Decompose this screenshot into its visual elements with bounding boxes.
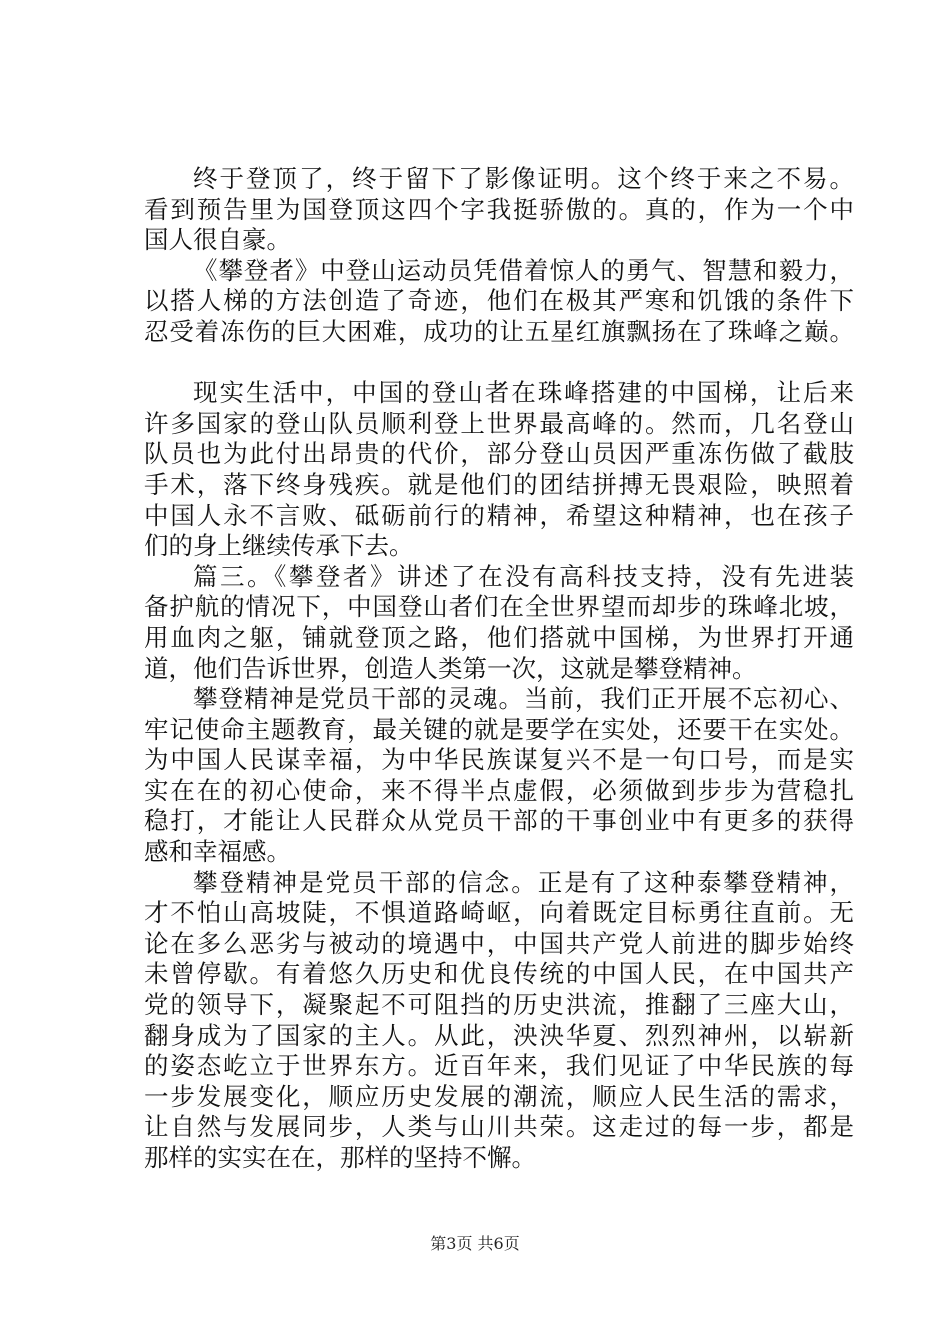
text-line: 队员也为此付出昂贵的代价，部分登山员因严重冻伤做了截肢 [144, 439, 854, 469]
text-line: 终于登顶了，终于留下了影像证明。这个终于来之不易。 [193, 164, 854, 193]
text-line: 攀登精神是党员干部的灵魂。当前，我们正开展不忘初心、 [193, 684, 854, 714]
text-line: 攀登精神是党员干部的信念。正是有了这种泰攀登精神， [193, 867, 854, 897]
text-line: 道，他们告诉世界，创造人类第一次，这就是攀登精神。 [144, 653, 757, 683]
text-line: 的姿态屹立于世界东方。近百年来，我们见证了中华民族的每 [144, 1051, 854, 1081]
text-line: 牢记使命主题教育，最关键的就是要学在实处，还要干在实处。 [144, 714, 854, 744]
text-line: 备护航的情况下，中国登山者们在全世界望而却步的珠峰北坡， [144, 592, 854, 622]
text-line: 一步发展变化，顺应历史发展的潮流，顺应人民生活的需求， [144, 1081, 854, 1111]
text-line: 国人很自豪。 [144, 225, 291, 255]
text-line: 为中国人民谋幸福，为中华民族谋复兴不是一句口号，而是实 [144, 745, 854, 775]
paragraph [144, 164, 854, 256]
text-line: 党的领导下，凝聚起不可阻挡的历史洪流，推翻了三座大山， [144, 990, 854, 1020]
text-line: 《攀登者》中登山运动员凭借着惊人的勇气、智慧和毅力， [193, 255, 854, 285]
paragraph [144, 562, 854, 684]
text-line: 忍受着冻伤的巨大困难，成功的让五星红旗飘扬在了珠峰之巅。 [144, 316, 854, 346]
text-line: 用血肉之躯，铺就登顶之路，他们搭就中国梯，为世界打开通 [144, 622, 854, 652]
text-line: 篇三。《攀登者》讲述了在没有高科技支持，没有先进装 [193, 561, 854, 591]
paragraph [144, 256, 854, 348]
text-line: 手术，落下终身残疾。就是他们的团结拼搏无畏艰险，映照着 [144, 469, 854, 499]
text-line: 翻身成为了国家的主人。从此，泱泱华夏、烈烈神州，以崭新 [144, 1020, 854, 1050]
text-line: 感和幸福感。 [144, 837, 291, 867]
text-line: 们的身上继续传承下去。 [144, 531, 414, 561]
text-line: 实在在的初心使命，来不得半点虚假，必须做到步步为营稳扎 [144, 775, 854, 805]
text-line: 让自然与发展同步，人类与山川共荣。这走过的每一步，都是 [144, 1112, 854, 1142]
text-line: 中国人永不言败、砥砺前行的精神，希望这种精神，也在孩子 [144, 500, 854, 530]
text-line: 看到预告里为国登顶这四个字我挺骄傲的。真的，作为一个中 [144, 194, 854, 224]
text-line: 以搭人梯的方法创造了奇迹，他们在极其严寒和饥饿的条件下 [144, 286, 854, 316]
text-line: 稳打，才能让人民群众从党员干部的干事创业中有更多的获得 [144, 806, 854, 836]
paragraph [144, 868, 854, 1174]
paragraph [144, 684, 854, 868]
text-line: 论在多么恶劣与被动的境遇中，中国共产党人前进的脚步始终 [144, 928, 854, 958]
text-line: 才不怕山高坡陡，不惧道路崎岖，向着既定目标勇往直前。无 [144, 898, 854, 928]
text-line: 许多国家的登山队员顺利登上世界最高峰的。然而，几名登山 [144, 408, 854, 438]
body-text [144, 164, 854, 1174]
paragraph [144, 378, 854, 562]
text-line: 现实生活中，中国的登山者在珠峰搭建的中国梯，让后来 [193, 378, 854, 408]
text-line: 未曾停歇。有着悠久历史和优良传统的中国人民，在中国共产 [144, 959, 854, 989]
blank-line [144, 348, 854, 379]
page-number-footer: 第3页 共6页 [430, 1234, 520, 1253]
text-line: 那样的实实在在，那样的坚持不懈。 [144, 1143, 536, 1172]
